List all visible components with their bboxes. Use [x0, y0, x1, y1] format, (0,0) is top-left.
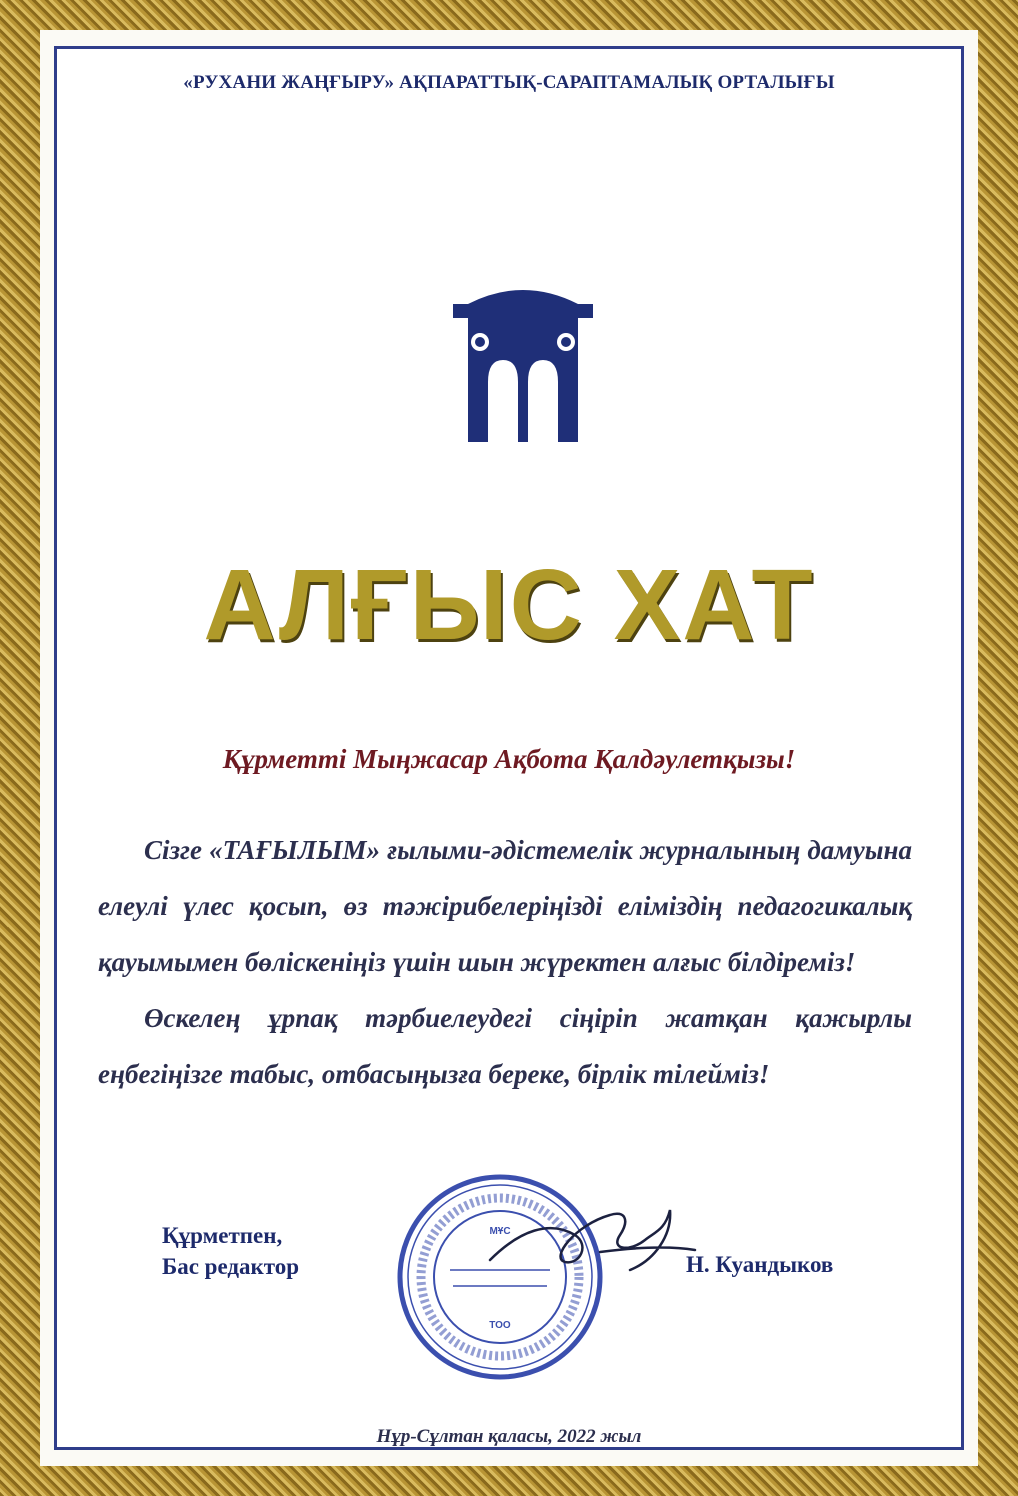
certificate-title: АЛҒЫС ХАТ [203, 549, 815, 661]
seal-bottom-text: ТОО [489, 1320, 511, 1331]
body-paragraph-2: Өскелең ұрпақ тәрбиелеудегі сіңіріп жатқан қажырлы еңбегіңізге табыс, отбасыңызға береке, бірлік тілейміз! [98, 1003, 912, 1089]
place-and-year: Нұр-Сұлтан қаласы, 2022 жыл [376, 1426, 642, 1447]
seal-top-text: МҰС [489, 1226, 511, 1237]
body-text [98, 822, 912, 1102]
editor-title: Бас редактор [162, 1254, 300, 1279]
handwritten-signature [480, 1190, 700, 1290]
regards-block [162, 1220, 299, 1282]
signer-name: Н. Куандыков [686, 1252, 834, 1277]
body-paragraph-1: Сізге «ТАҒЫЛЫМ» ғылыми-әдістемелік журналының дамуына елеулі үлес қосып, өз тәжірибелеріңізді еліміздің педагогикалық қауымымен бөліскеніңіз үшін шын жүректен алғыс білдіреміз! [98, 835, 912, 977]
salutation: Құрметті Мыңжасар Ақбота Қалдәулетқызы! [222, 744, 796, 774]
organization-name: «РУХАНИ ЖАҢҒЫРУ» АҚПАРАТТЫҚ-САРАПТАМАЛЫҚ ОРТАЛЫҒЫ [183, 72, 835, 93]
arch-logo-icon [448, 282, 598, 442]
regards-line: Құрметпен, [162, 1223, 283, 1248]
